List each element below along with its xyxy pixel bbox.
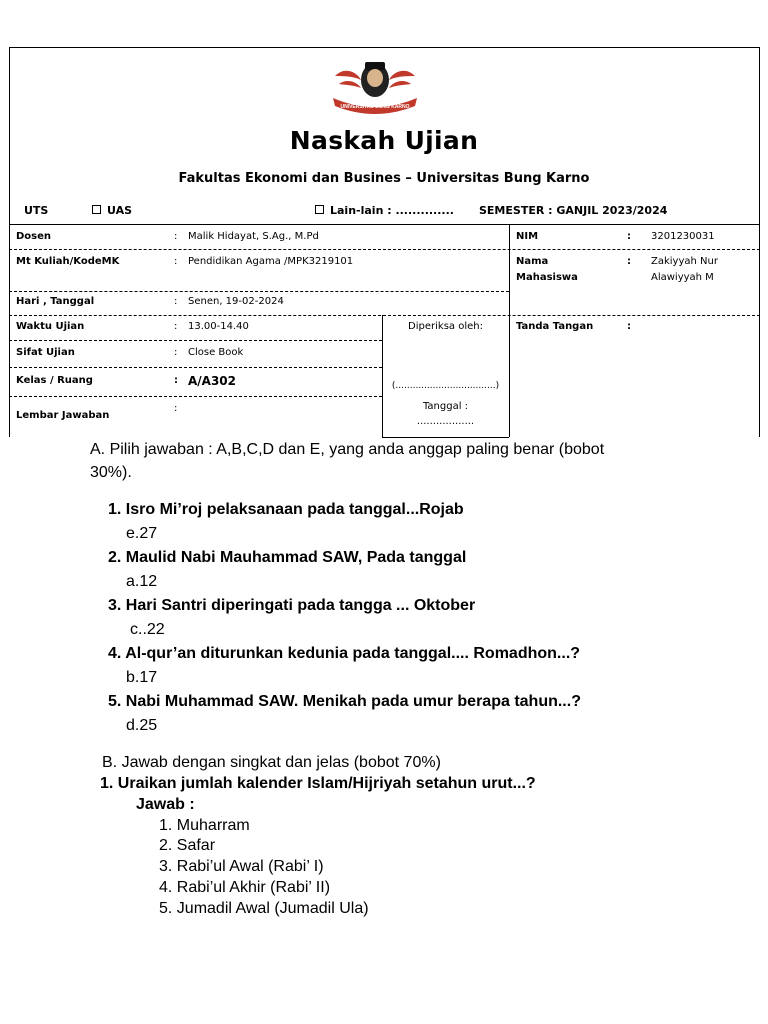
lain-lain-checkbox[interactable] — [315, 205, 324, 214]
question-3: 3. Hari Santri diperingati pada tangga ... Oktober — [108, 597, 476, 614]
section-a-instruction-line1: A. Pilih jawaban : A,B,C,D dan E, yang anda anggap paling benar (bobot — [90, 441, 605, 458]
kelas-label: Kelas / Ruang — [16, 375, 93, 386]
sifat-label: Sifat Ujian — [16, 347, 75, 358]
colon: : — [174, 321, 178, 332]
hari-label: Hari , Tanggal — [16, 296, 95, 307]
uas-option[interactable] — [92, 204, 132, 217]
row-divider — [9, 315, 760, 316]
lain-lain-label: Lain-lain : .............. — [330, 204, 454, 217]
section-b-instruction: B. Jawab dengan singkat dan jelas (bobot 70%) — [102, 754, 441, 771]
nama-label-line2: Mahasiswa — [516, 272, 578, 283]
month-item: 2. Safar — [159, 837, 216, 854]
month-item: 3. Rabi’ul Awal (Rabi’ I) — [159, 858, 324, 875]
uas-checkbox[interactable] — [92, 205, 101, 214]
waktu-value: 13.00-14.40 — [188, 321, 249, 332]
sifat-value: Close Book — [188, 347, 244, 358]
colon: : — [174, 375, 178, 386]
ttd-label: Tanda Tangan — [516, 321, 594, 332]
question-1: 1. Isro Mi’roj pelaksanaan pada tanggal...Rojab — [108, 501, 464, 518]
colon: : — [627, 231, 631, 242]
lain-lain-option[interactable] — [315, 204, 454, 217]
column-divider — [509, 224, 510, 437]
uas-label: UAS — [107, 204, 133, 217]
colon: : — [627, 256, 631, 267]
dosen-label: Dosen — [16, 231, 52, 242]
answer-1: e.27 — [126, 525, 158, 542]
colon: : — [174, 256, 178, 267]
colon: : — [174, 347, 178, 358]
lembar-label: Lembar Jawaban — [16, 410, 110, 421]
nim-label: NIM — [516, 231, 539, 242]
nama-value-line1: Zakiyyah Nur — [651, 256, 718, 267]
month-item: 1. Muharram — [159, 817, 250, 834]
month-item: 4. Rabi’ul Akhir (Rabi’ II) — [159, 879, 331, 896]
section-a-instruction-line2: 30%). — [90, 464, 132, 481]
answer-2: a.12 — [126, 573, 158, 590]
kelas-value: A/A302 — [188, 374, 237, 388]
answer-3: c..22 — [130, 621, 165, 638]
colon: : — [174, 296, 178, 307]
signature-blank: (...................................) — [391, 381, 500, 391]
row-divider — [9, 396, 382, 397]
diperiksa-label: Diperiksa oleh: — [408, 321, 483, 332]
answer-4: b.17 — [126, 669, 158, 686]
nama-label-line1: Nama — [516, 256, 549, 267]
waktu-label: Waktu Ujian — [16, 321, 85, 332]
hari-value: Senen, 19-02-2024 — [188, 296, 284, 307]
uts-label: UTS — [24, 204, 49, 217]
mk-value: Pendidikan Agama /MPK3219101 — [188, 256, 354, 267]
month-item: 5. Jumadil Awal (Jumadil Ula) — [159, 900, 369, 917]
tanggal-blank: .................. — [416, 416, 475, 427]
logo-text: UNIVERSITAS BUNG KARNO — [340, 104, 410, 110]
tanggal-label: Tanggal : — [422, 401, 469, 412]
university-logo — [329, 58, 421, 116]
nim-value: 3201230031 — [651, 231, 715, 242]
colon: : — [174, 403, 178, 414]
row-divider — [9, 291, 509, 292]
jawab-label: Jawab : — [136, 796, 195, 813]
colon: : — [627, 321, 631, 332]
question-4: 4. Al-qur’an diturunkan kedunia pada tanggal.... Romadhon...? — [108, 645, 581, 662]
row-divider — [9, 340, 382, 341]
page-title: Naskah Ujian — [289, 126, 479, 155]
mk-label: Mt Kuliah/KodeMK — [16, 256, 120, 267]
question-5: 5. Nabi Muhammad SAW. Menikah pada umur berapa tahun...? — [108, 693, 581, 710]
nama-value-line2: Alawiyyah M — [651, 272, 714, 283]
box-bottom-border — [382, 437, 509, 438]
faculty-subtitle: Fakultas Ekonomi dan Busines – Universitas Bung Karno — [178, 171, 590, 186]
section-b-question: 1. Uraikan jumlah kalender Islam/Hijriyah setahun urut...? — [100, 775, 536, 792]
semester-label: SEMESTER : GANJIL 2023/2024 — [479, 204, 668, 217]
dosen-value: Malik Hidayat, S.Ag., M.Pd — [188, 231, 319, 242]
answer-5: d.25 — [126, 717, 158, 734]
row-divider — [9, 249, 760, 250]
question-2: 2. Maulid Nabi Mauhammad SAW, Pada tanggal — [108, 549, 467, 566]
row-divider — [9, 367, 382, 368]
colon: : — [174, 231, 178, 242]
table-top-border — [9, 224, 760, 225]
